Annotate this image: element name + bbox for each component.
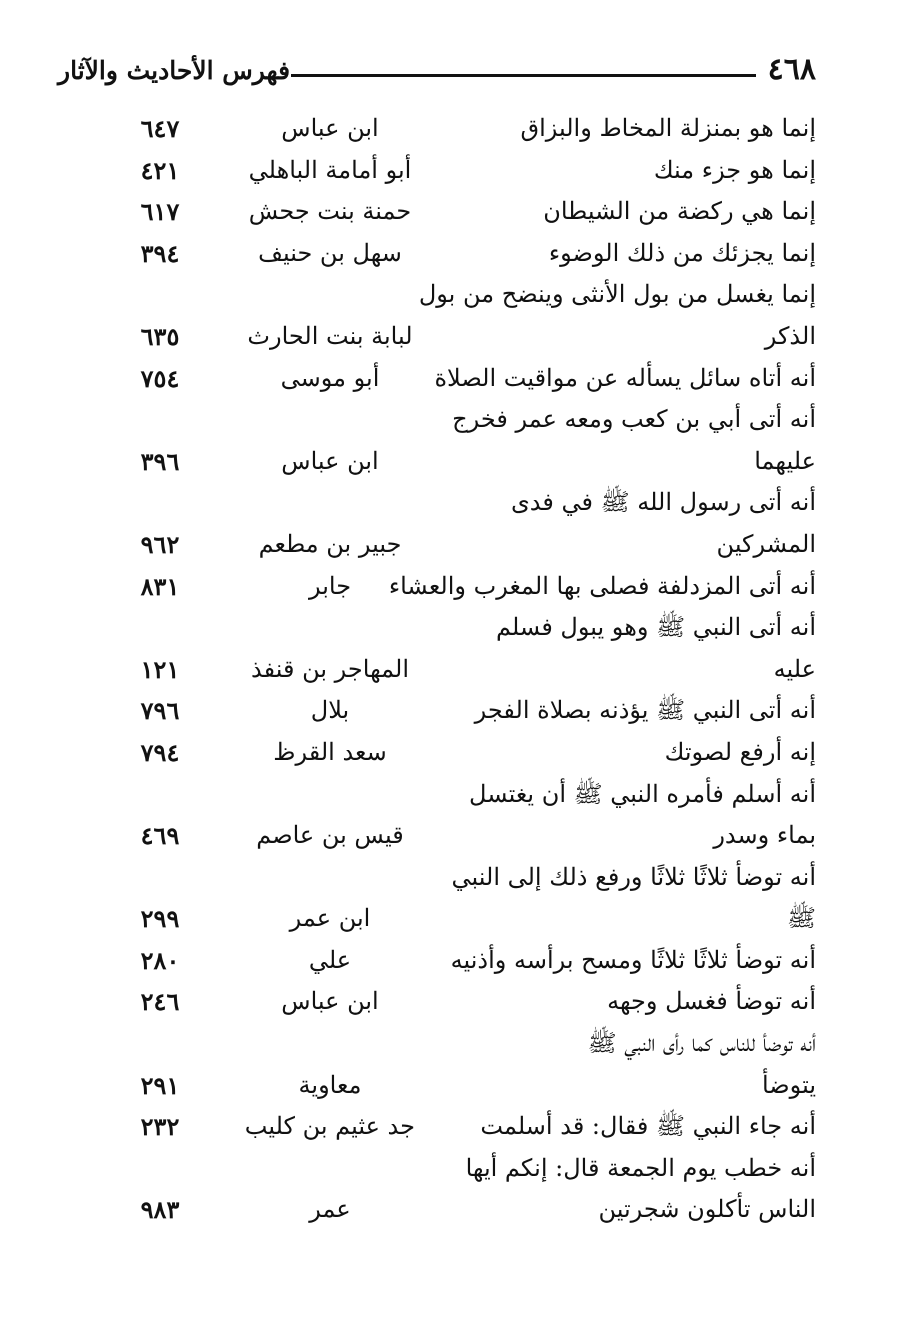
page-reference: ٩٦٢ (140, 529, 180, 559)
hadith-text: عليهما (754, 446, 816, 475)
index-entry (0, 482, 916, 565)
page-reference: ٢٩٩ (140, 904, 180, 934)
page-reference: ٤٦٩ (140, 821, 180, 851)
hadith-text: أنه توضأ ثلاثًا ثلاثًا ومسح برأسه وأذنيه (450, 945, 816, 974)
index-entry (0, 108, 916, 150)
entry-line (0, 524, 916, 566)
narrator: أبو موسى (280, 363, 380, 392)
narrator: ابن عمر (289, 904, 371, 933)
index-entry (0, 940, 916, 982)
narrator: المهاجر بن قنفذ (251, 654, 409, 683)
page-reference: ٦٤٧ (140, 114, 180, 143)
narrator: عمر (309, 1195, 351, 1224)
hadith-text: ﷺ (787, 904, 816, 933)
page-reference: ٢٤٦ (140, 987, 180, 1017)
index-entry (0, 566, 916, 608)
page-reference: ٢٣٢ (140, 1112, 180, 1142)
hadith-text: عليه (773, 654, 816, 683)
index-entry (0, 690, 916, 732)
hadith-text: أنه أتى رسول الله ﷺ في فدى (511, 488, 816, 517)
hadith-text: إنما يغسل من بول الأنثى وينضح من بول (418, 280, 816, 309)
entry-line (0, 732, 916, 774)
entry-line (0, 1106, 916, 1148)
narrator: أبو أمامة الباهلي (248, 155, 412, 184)
entry-line (0, 150, 916, 192)
index-entry (0, 191, 916, 233)
hadith-text: بماء وسدر (713, 821, 816, 850)
narrator: جبير بن مطعم (258, 529, 402, 558)
index-entry (0, 1148, 916, 1231)
hadith-text: أنه توضأ ثلاثًا ثلاثًا ورفع ذلك إلى النبي (451, 862, 816, 891)
page-reference: ٦٣٥ (140, 321, 180, 351)
page-reference: ٣٩٦ (140, 446, 180, 476)
narrator: حمنة بنت جحش (248, 197, 412, 226)
entry-line (0, 399, 916, 441)
entry-line (0, 940, 916, 982)
hadith-text: المشركين (716, 529, 816, 558)
index-entry (0, 774, 916, 857)
entry-line (0, 441, 916, 483)
hadith-text: الناس تأكلون شجرتين (598, 1195, 816, 1224)
page-reference: ٧٩٤ (140, 737, 180, 767)
hadith-text: إنه أرفع لصوتك (664, 737, 816, 766)
entry-line (0, 233, 916, 275)
hadith-text: إنما هي ركضة من الشيطان (543, 197, 816, 226)
entry-line (0, 690, 916, 732)
entry-line (0, 898, 916, 940)
index-entry (0, 981, 916, 1023)
hadith-text: أنه أتى النبي ﷺ وهو يبول فسلم (495, 613, 816, 642)
hadith-text: إنما يجزئك من ذلك الوضوء (548, 238, 816, 267)
narrator: سعد القرظ (273, 737, 387, 766)
page-reference: ٤٢١ (140, 155, 180, 185)
entries-list (0, 108, 916, 1231)
page-reference: ٢٨٠ (140, 945, 180, 975)
hadith-text: أنه أتاه سائل يسأله عن مواقيت الصلاة (434, 363, 816, 392)
hadith-text: أنه أسلم فأمره النبي ﷺ أن يغتسل (469, 779, 816, 808)
entry-line (0, 1148, 916, 1190)
page-reference: ٨٣١ (140, 571, 180, 601)
narrator: ابن عباس (281, 114, 379, 142)
entry-line (0, 482, 916, 524)
page-reference: ٦١٧ (140, 197, 180, 227)
hadith-text: إنما هو جزء منك (653, 155, 816, 184)
page-reference: ٧٩٦ (140, 696, 180, 726)
narrator: جد عثيم بن كليب (244, 1112, 415, 1141)
entry-line (0, 815, 916, 857)
index-entry (0, 358, 916, 400)
narrator: بلال (310, 696, 350, 725)
narrator: ابن عباس (281, 987, 379, 1016)
index-entry (0, 150, 916, 192)
index-entry (0, 607, 916, 690)
entry-line (0, 274, 916, 316)
entry-line (0, 774, 916, 816)
narrator: ابن عباس (281, 446, 379, 475)
page-reference: ٧٥٤ (140, 363, 180, 393)
narrator: سهل بن حنيف (258, 238, 402, 267)
index-entry (0, 274, 916, 357)
entry-line (0, 857, 916, 899)
hadith-text: أنه أتى المزدلفة فصلى بها المغرب والعشاء (388, 571, 816, 600)
hadith-text: إنما هو بمنزلة المخاط والبزاق (520, 114, 816, 142)
narrator: علي (308, 945, 352, 974)
page-number: ٤٦٨ (767, 52, 816, 87)
page-reference: ٣٩٤ (140, 238, 180, 268)
page-reference: ١٢١ (140, 654, 180, 684)
page-reference: ٩٨٣ (140, 1195, 180, 1225)
index-entry (0, 732, 916, 774)
entry-line (0, 981, 916, 1023)
index-entry (0, 233, 916, 275)
page-header (58, 52, 816, 92)
hadith-text: أنه أتى أبي بن كعب ومعه عمر فخرج (452, 405, 816, 434)
entry-line (0, 607, 916, 649)
entry-line (0, 1065, 916, 1107)
entry-line (0, 358, 916, 400)
narrator: جابر (308, 571, 352, 600)
narrator: قيس بن عاصم (256, 821, 404, 850)
hadith-text: يتوضأ (761, 1070, 816, 1099)
entry-line (0, 1023, 916, 1065)
hadith-text: أنه توضأ للناس كما رأى النبي ﷺ (587, 1029, 816, 1058)
entry-line (0, 191, 916, 233)
page-reference: ٢٩١ (140, 1070, 180, 1100)
entry-line (0, 649, 916, 691)
hadith-text: أنه جاء النبي ﷺ فقال: قد أسلمت (480, 1112, 816, 1141)
index-entry (0, 1023, 916, 1106)
hadith-text: أنه أتى النبي ﷺ يؤذنه بصلاة الفجر (474, 696, 816, 725)
hadith-text: أنه توضأ فغسل وجهه (607, 987, 816, 1016)
running-title: فهرس الأحاديث والآثار (58, 56, 291, 85)
narrator: معاوية (298, 1070, 362, 1099)
entry-line (0, 108, 916, 150)
entry-line (0, 316, 916, 358)
index-entry (0, 1106, 916, 1148)
header-rule (291, 74, 756, 77)
entry-line (0, 566, 916, 608)
index-entry (0, 857, 916, 940)
hadith-text: أنه خطب يوم الجمعة قال: إنكم أيها (465, 1153, 816, 1182)
narrator: لبابة بنت الحارث (247, 321, 413, 350)
index-entry (0, 399, 916, 482)
entry-line (0, 1189, 916, 1231)
hadith-text: الذكر (764, 321, 816, 350)
